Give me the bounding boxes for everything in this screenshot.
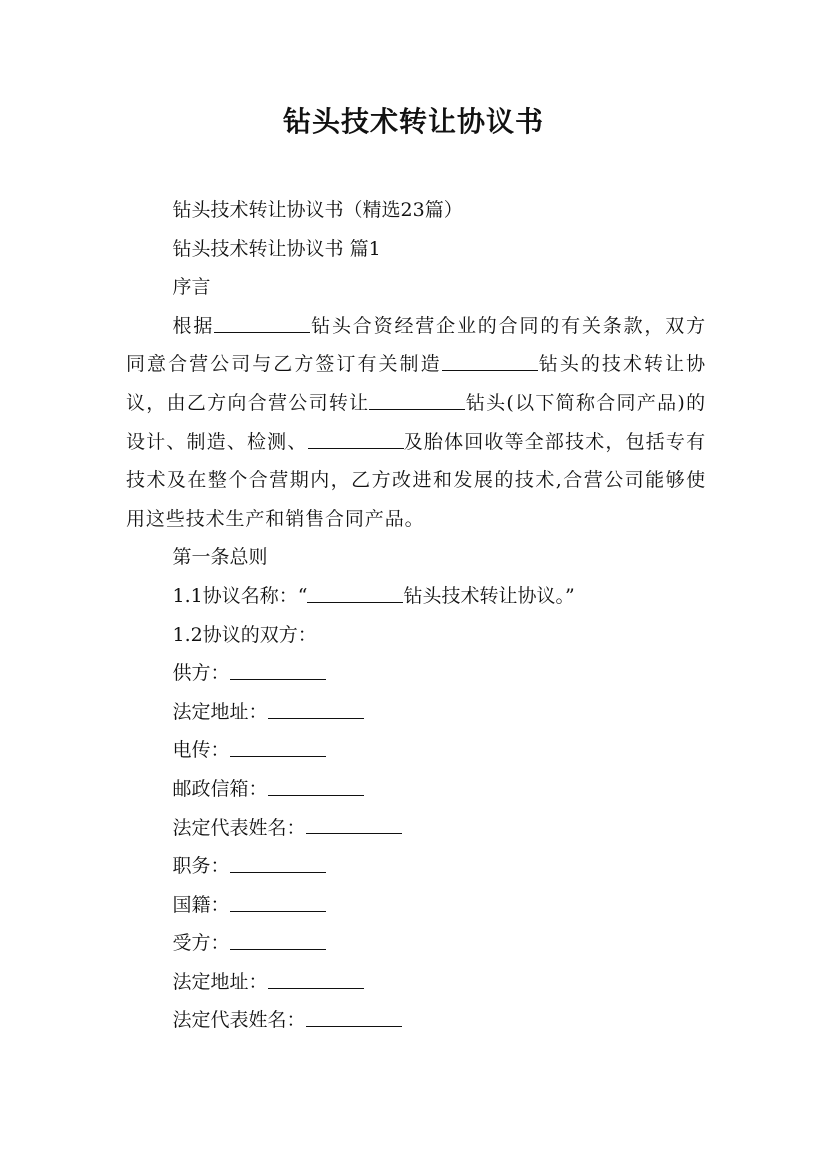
blank-line xyxy=(230,853,326,873)
intro-text-4: 钻头(以下简称合同产品)的设计、制造、检测、 xyxy=(126,391,706,453)
clause-1-2: 1.2协议的双方： xyxy=(172,623,317,646)
field-legal-rep-2 xyxy=(126,1001,706,1040)
field-legal-address-2 xyxy=(126,963,706,1002)
field-position xyxy=(126,847,706,886)
blank-line xyxy=(308,429,404,449)
field-receiver xyxy=(126,924,706,963)
intro-text-1: 根据 xyxy=(172,314,215,337)
blank-line xyxy=(214,313,310,333)
field-label: 法定代表姓名： xyxy=(172,1009,306,1032)
document-title: 钻头技术转让协议书 xyxy=(282,105,544,138)
field-po-box xyxy=(126,770,706,809)
field-supplier xyxy=(126,654,706,693)
field-label: 受方： xyxy=(172,932,230,955)
document-body xyxy=(126,191,706,1040)
document-subtitle: 钻头技术转让协议书（精选23篇） xyxy=(172,199,463,221)
article-heading: 第一条总则 xyxy=(172,546,268,569)
intro-text-5: 及胎体回收等全部技术，包括专有技术及在整个合营期内，乙方改进和发展的技术,合营公司能够使用这些技术生产和销售合同产品。 xyxy=(126,430,706,530)
blank-line xyxy=(369,390,465,410)
preface-heading: 序言 xyxy=(172,276,211,299)
blank-line xyxy=(306,814,402,834)
blank-line xyxy=(268,776,364,796)
blank-line xyxy=(307,583,403,603)
field-label: 供方： xyxy=(172,662,230,685)
blank-line xyxy=(230,930,326,950)
field-label: 职务： xyxy=(172,855,230,878)
field-label: 法定地址： xyxy=(172,970,268,993)
field-label: 电传： xyxy=(172,739,230,762)
field-legal-rep xyxy=(126,809,706,848)
intro-text-3: 钻头的技术转让协议，由乙方向合营公司转让 xyxy=(126,353,706,414)
field-legal-address xyxy=(126,693,706,732)
blank-line xyxy=(230,737,326,757)
clause-1-1-prefix: 1.1协议名称：“ xyxy=(172,584,308,607)
blank-line xyxy=(230,892,326,912)
blank-line xyxy=(268,699,364,719)
field-label: 法定代表姓名： xyxy=(172,816,306,839)
intro-text-2: 钻头合资经营企业的合同的有关条款，双方同意合营公司与乙方签订有关制造 xyxy=(126,314,706,376)
field-nationality xyxy=(126,886,706,925)
section-heading: 钻头技术转让协议书 篇1 xyxy=(172,237,381,260)
blank-line xyxy=(230,660,326,680)
clause-1-1-suffix: 钻头技术转让协议。” xyxy=(403,584,575,607)
field-label: 法定地址： xyxy=(172,700,268,723)
blank-line xyxy=(442,351,538,371)
field-telex xyxy=(126,731,706,770)
field-label: 邮政信箱： xyxy=(172,777,268,800)
clause-1-1 xyxy=(126,577,706,616)
blank-line xyxy=(268,969,364,989)
intro-paragraph xyxy=(126,307,706,539)
field-label: 国籍： xyxy=(172,893,230,916)
blank-line xyxy=(306,1007,402,1027)
